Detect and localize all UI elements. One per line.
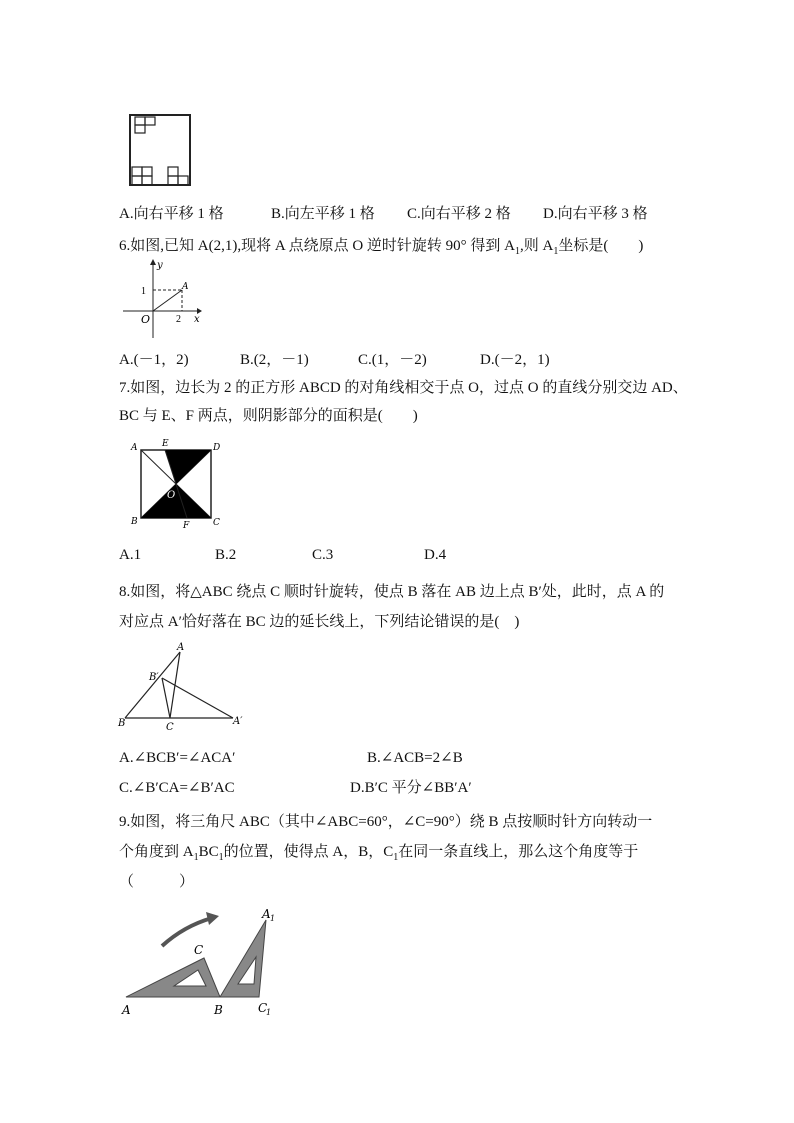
q7-stem-line1: 7.如图，边长为 2 的正方形 ABCD 的对角线相交于点 O，过点 O 的直线分别交边 AD、 bbox=[119, 380, 688, 396]
q7-label-a: A bbox=[131, 443, 138, 453]
q7-label-d: D bbox=[213, 443, 221, 453]
q8-label-aprime: A′ bbox=[233, 716, 243, 727]
q9-label-b: B bbox=[214, 1003, 223, 1017]
q8-option-d: D.B′C 平分∠BB′A′ bbox=[350, 780, 472, 796]
q7-option-a: A.1 bbox=[119, 547, 142, 563]
q7-label-o: O bbox=[167, 490, 176, 501]
q9-label-a1-sub: 1 bbox=[270, 914, 276, 923]
q6-option-a: A.(－1，2) bbox=[119, 352, 189, 368]
q9-label-a: A bbox=[122, 1003, 131, 1017]
q5-option-d: D.向右平移 3 格 bbox=[543, 206, 648, 222]
q8-stem-line2: 对应点 A′恰好落在 BC 边的延长线上，下列结论错误的是( ) bbox=[119, 614, 520, 630]
q6-stem: 6.如图,已知 A(2,1),现将 A 点绕原点 O 逆时针旋转 90° 得到 $A_1$,则 $A_1$坐标是( ) bbox=[119, 238, 644, 257]
q7-option-b: B.2 bbox=[215, 547, 237, 563]
q5-option-b: B.向左平移 1 格 bbox=[271, 206, 375, 222]
q6-option-b: B.(2，－1) bbox=[240, 352, 309, 368]
q6-option-c: C.(1，－2) bbox=[358, 352, 427, 368]
q7-option-d: D.4 bbox=[424, 547, 447, 563]
q9-stem-line2: 个角度到 $A_1BC_1$的位置，使得点 A，B，$C_1$在同一条直线上，那么这个角度等于 bbox=[119, 844, 639, 863]
q9-label-c1: C bbox=[258, 1001, 268, 1015]
q7-label-f: F bbox=[183, 521, 190, 530]
q8-label-bprime: B′ bbox=[149, 672, 159, 683]
q9-figure bbox=[114, 902, 294, 1022]
q7-label-c: C bbox=[213, 518, 220, 528]
q5-figure bbox=[119, 112, 199, 188]
q5-option-a: A.向右平移 1 格 bbox=[119, 206, 224, 222]
q6-option-d: D.(－2，1) bbox=[480, 352, 550, 368]
q8-option-b: B.∠ACB=2∠B bbox=[367, 750, 463, 766]
q8-stem-line1: 8.如图，将△ABC 绕点 C 顺时针旋转，使点 B 落在 AB 边上点 B′处，此时，点 A 的 bbox=[119, 584, 665, 600]
q6-label-y: y bbox=[157, 260, 163, 271]
q9-label-c: C bbox=[194, 943, 204, 957]
q7-figure bbox=[127, 436, 227, 530]
q9-stem-line1: 9.如图，将三角尺 ABC（其中∠ABC=60°，∠C=90°）绕 B 点按顺时针方向转动一 bbox=[119, 814, 653, 830]
q9-label-a1: A bbox=[262, 907, 271, 921]
q6-label-a: A bbox=[182, 282, 189, 292]
q6-label-1: 1 bbox=[141, 286, 146, 297]
q7-label-e: E bbox=[162, 439, 169, 449]
q6-figure bbox=[119, 258, 204, 340]
q8-label-b: B bbox=[118, 718, 126, 729]
q5-option-c: C.向右平移 2 格 bbox=[407, 206, 511, 222]
q6-label-o: O bbox=[141, 313, 151, 326]
q8-label-a: A bbox=[177, 642, 185, 653]
q6-label-2: 2 bbox=[176, 314, 181, 325]
q8-label-c: C bbox=[166, 722, 174, 733]
q7-option-c: C.3 bbox=[312, 547, 334, 563]
q7-stem-line2: BC 与 E、F 两点，则阴影部分的面积是( ) bbox=[119, 408, 418, 424]
q9-stem-line3: （ ） bbox=[119, 874, 195, 890]
q9-label-c1-sub: 1 bbox=[266, 1008, 272, 1017]
q8-option-a: A.∠BCB′=∠ACA′ bbox=[119, 750, 236, 766]
q8-figure bbox=[114, 640, 254, 734]
q6-label-x: x bbox=[194, 314, 200, 325]
q7-label-b: B bbox=[131, 517, 138, 527]
q8-option-c: C.∠B′CA=∠B′AC bbox=[119, 780, 235, 796]
